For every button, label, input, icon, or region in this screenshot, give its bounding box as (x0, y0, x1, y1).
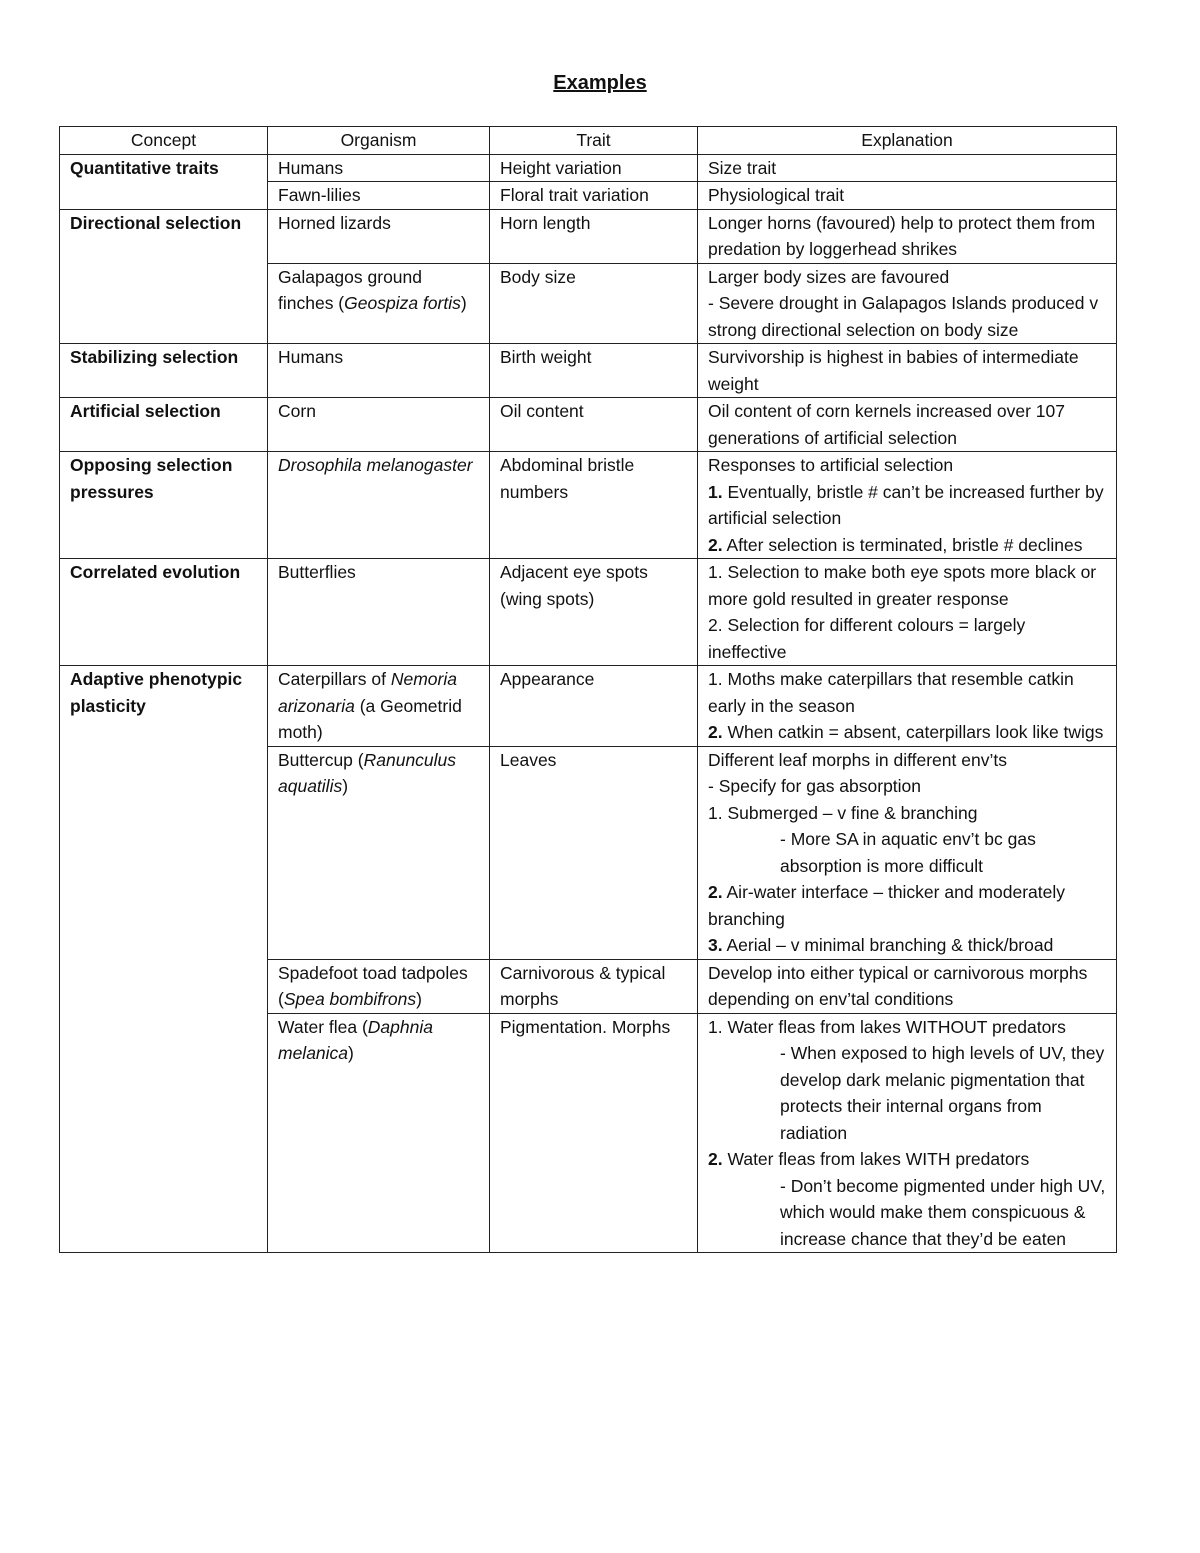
explanation-cell: 1. Moths make caterpillars that resemble catkin early in the season 2. When catkin = absent, caterpillars look like twigs (698, 666, 1117, 747)
organism-cell: Butterflies (268, 559, 490, 666)
organism-cell: Drosophila melanogaster (268, 452, 490, 559)
table-row (60, 452, 1117, 559)
trait-cell: Birth weight (490, 344, 698, 398)
organism-cell: Horned lizards (268, 209, 490, 263)
examples-table (59, 126, 1117, 1253)
page-title: Examples (553, 72, 647, 94)
organism-cell: Humans (268, 344, 490, 398)
trait-cell: Horn length (490, 209, 698, 263)
trait-cell: Appearance (490, 666, 698, 747)
table-row (60, 666, 1117, 747)
explanation-cell: Responses to artificial selection 1. Eventually, bristle # can’t be increased further by artificial selection 2. After selection is terminated, bristle # declines (698, 452, 1117, 559)
trait-cell: Adjacent eye spots (wing spots) (490, 559, 698, 666)
explanation-cell: Oil content of corn kernels increased over 107 generations of artificial selection (698, 398, 1117, 452)
trait-cell: Pigmentation. Morphs (490, 1013, 698, 1253)
header-concept: Concept (60, 127, 268, 155)
header-organism: Organism (268, 127, 490, 155)
table-row (60, 209, 1117, 263)
organism-cell: Water flea (Daphnia melanica) (268, 1013, 490, 1253)
concept-cell: Quantitative traits (60, 154, 268, 209)
organism-cell: Spadefoot toad tadpoles (Spea bombifrons) (268, 959, 490, 1013)
organism-cell: Galapagos ground finches (Geospiza fortis) (268, 263, 490, 344)
table-row (60, 559, 1117, 666)
organism-cell: Caterpillars of Nemoria arizonaria (a Geometrid moth) (268, 666, 490, 747)
header-explanation: Explanation (698, 127, 1117, 155)
trait-cell: Body size (490, 263, 698, 344)
concept-cell: Directional selection (60, 209, 268, 344)
concept-cell: Correlated evolution (60, 559, 268, 666)
trait-cell: Carnivorous & typical morphs (490, 959, 698, 1013)
explanation-cell: Size trait (698, 154, 1117, 182)
concept-cell: Adaptive phenotypic plasticity (60, 666, 268, 1253)
organism-cell: Corn (268, 398, 490, 452)
explanation-cell: Larger body sizes are favoured - Severe drought in Galapagos Islands produced v strong directional selection on body size (698, 263, 1117, 344)
explanation-cell: Physiological trait (698, 182, 1117, 210)
table-row (60, 344, 1117, 398)
trait-cell: Abdominal bristle numbers (490, 452, 698, 559)
table-row (60, 398, 1117, 452)
table-row (60, 154, 1117, 182)
explanation-cell: 1. Water fleas from lakes WITHOUT predators - When exposed to high levels of UV, they develop dark melanic pigmentation that protects their internal organs from radiation 2. Water fleas from lakes WITH predators - Don’t become pigmented under high UV, which would make them conspicuous & increase chance that they’d be eaten (698, 1013, 1117, 1253)
explanation-cell: Survivorship is highest in babies of intermediate weight (698, 344, 1117, 398)
header-trait: Trait (490, 127, 698, 155)
concept-cell: Stabilizing selection (60, 344, 268, 398)
organism-cell: Fawn-lilies (268, 182, 490, 210)
explanation-cell: 1. Selection to make both eye spots more black or more gold resulted in greater response 2. Selection for different colours = largely ineffective (698, 559, 1117, 666)
organism-cell: Humans (268, 154, 490, 182)
trait-cell: Oil content (490, 398, 698, 452)
explanation-cell: Develop into either typical or carnivorous morphs depending on env’tal conditions (698, 959, 1117, 1013)
organism-cell: Buttercup (Ranunculus aquatilis) (268, 746, 490, 959)
trait-cell: Leaves (490, 746, 698, 959)
trait-cell: Height variation (490, 154, 698, 182)
table-header-row (60, 127, 1117, 155)
concept-cell: Opposing selection pressures (60, 452, 268, 559)
concept-cell: Artificial selection (60, 398, 268, 452)
explanation-cell: Different leaf morphs in different env’ts - Specify for gas absorption 1. Submerged – v fine & branching - More SA in aquatic env’t bc gas absorption is more difficult 2. Air-water interface – thicker and moderately branching 3. Aerial – v minimal branching & thick/broad (698, 746, 1117, 959)
explanation-cell: Longer horns (favoured) help to protect them from predation by loggerhead shrikes (698, 209, 1117, 263)
trait-cell: Floral trait variation (490, 182, 698, 210)
